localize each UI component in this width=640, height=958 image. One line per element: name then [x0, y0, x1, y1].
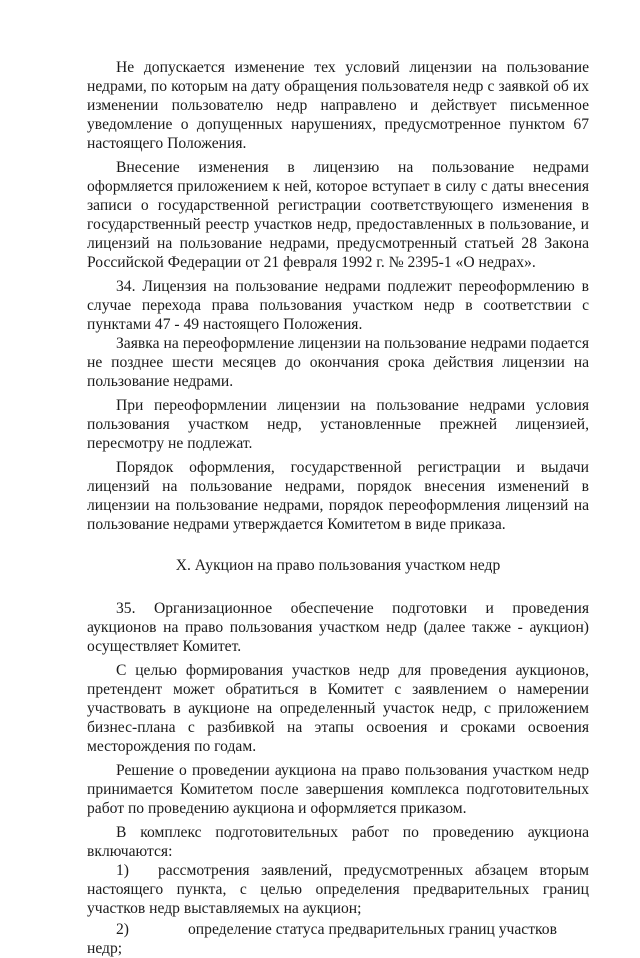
paragraph: С целью формирования участков недр для проведения аукционов, претендент может обратиться в Комитет с заявлением о намерении участвовать в аукционе на определенный участок недр, с приложением бизнес-плана с разбивкой на этапы освоения и сроками освоения месторождения по годам. [87, 662, 589, 755]
list-item-text: рассмотрения заявлений, предусмотренных абзацем вторым настоящего пункта, с целью определения предварительных границ участков недр выставляемых на аукцион; [87, 862, 589, 917]
paragraph: 35. Организационное обеспечение подготовки и проведения аукционов на право пользования участком недр (далее также - аукцион) осуществляет Комитет. [87, 600, 589, 655]
list-item [87, 861, 589, 918]
paragraph: Не допускается изменение тех условий лицензии на пользование недрами, по которым на дату обращения пользователя недр с заявкой об их изменении пользователю недр направлено и действует письменное уведомление о допущенных нарушениях, предусмотренное пунктом 67 настоящего Положения. [87, 59, 589, 152]
list-item-number: 2) [116, 921, 129, 938]
paragraph: Заявка на переоформление лицензии на пользование недрами подается не позднее шести месяцев до окончания срока действия лицензии на пользование недрами. [87, 335, 589, 390]
paragraph: В комплекс подготовительных работ по проведению аукциона включаются: [87, 824, 589, 860]
paragraph: Решение о проведении аукциона на право пользования участком недр принимается Комитетом после завершения комплекса подготовительных работ по проведению аукциона и оформляется приказом. [87, 762, 589, 817]
list-item-number: 1) [116, 862, 129, 879]
list-item [87, 920, 589, 958]
paragraph: Порядок оформления, государственной регистрации и выдачи лицензий на пользование недрами, порядок внесения изменений в лицензии на пользование недрами, порядок переоформления лицензий на пользование недрами утверждается Комитетом в виде приказа. [87, 459, 589, 533]
paragraph: При переоформлении лицензии на пользование недрами условия пользования участком недр, установленные прежней лицензией, пересмотру не подлежат. [87, 397, 589, 452]
paragraph: Внесение изменения в лицензию на пользование недрами оформляется приложением к ней, которое вступает в силу с даты внесения записи о государственной регистрации соответствующего изменения в государственный реестр участков недр, предоставленных в пользование, и лицензий на пользование недрами, предусмотренный статьей 28 Закона Российской Федерации от 21 февраля 1992 г. № 2395-1 «О недрах». [87, 159, 589, 271]
document-body [87, 58, 589, 958]
section-heading: X. Аукцион на право пользования участком недр [175, 557, 501, 574]
paragraph: 34. Лицензия на пользование недрами подлежит переоформлению в случае перехода права пользования участком недр в соответствии с пунктами 47 - 49 настоящего Положения. [87, 278, 589, 333]
list-item-text: определение статуса предварительных границ участков недр; [87, 921, 557, 957]
